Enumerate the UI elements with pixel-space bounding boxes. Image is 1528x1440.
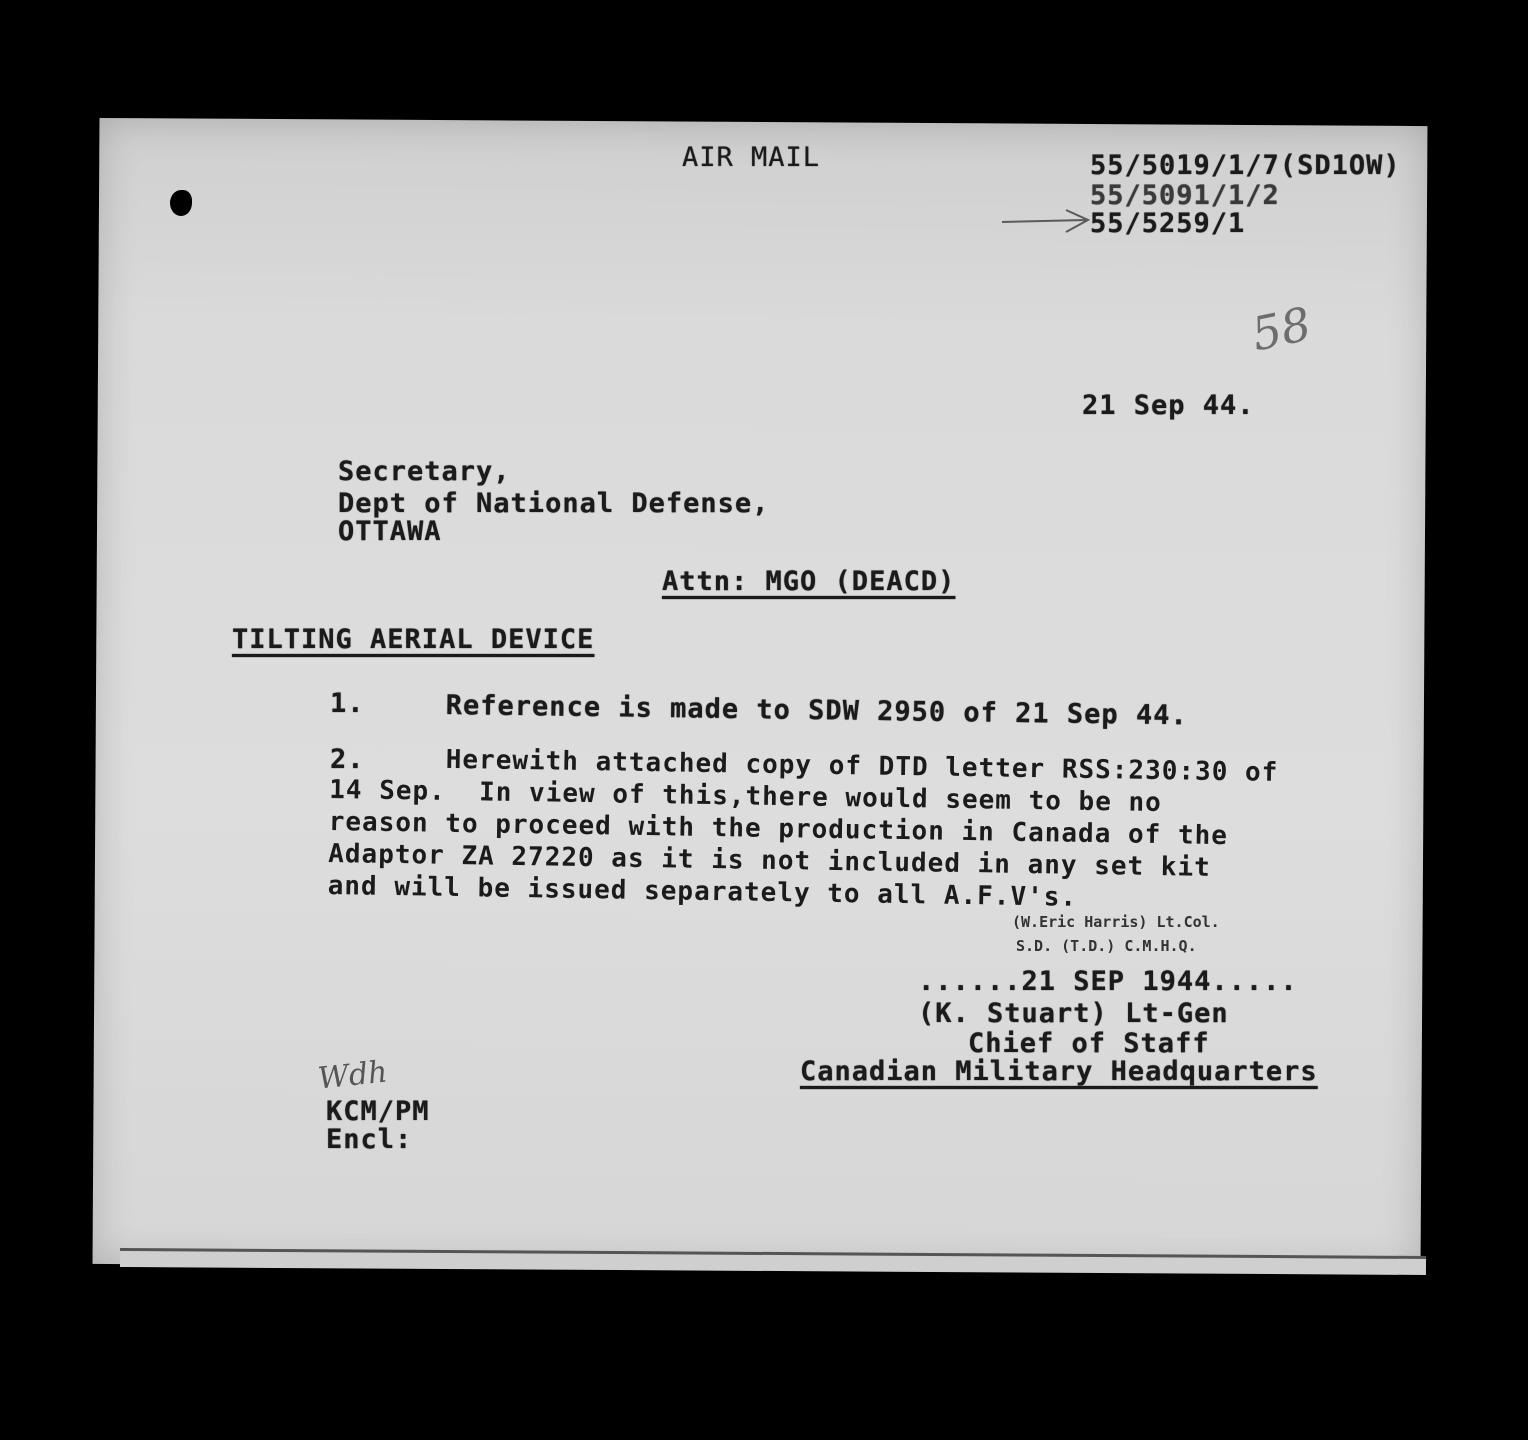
recipient-line-3: OTTAWA bbox=[338, 516, 442, 547]
file-reference-3: 55/5259/1 bbox=[1090, 208, 1246, 239]
paragraph-2-line-1: Herewith attached copy of DTD letter RSS:230:30 of bbox=[445, 744, 1279, 788]
paragraph-2-text bbox=[327, 742, 1278, 917]
attention-line: Attn: MGO (DEACD) bbox=[662, 566, 956, 597]
paragraph-2-line-2: 14 Sep. In view of this,there would seem to be no bbox=[329, 774, 1163, 819]
paragraph-1-text: Reference is made to SDW 2950 of 21 Sep 44. bbox=[445, 690, 1188, 732]
reference-initials: KCM/PM bbox=[326, 1096, 430, 1127]
paragraph-2-line-3: reason to proceed with the production in Canada of the bbox=[328, 806, 1229, 852]
handwritten-arrow-icon bbox=[1000, 208, 1092, 238]
signatory-organization: Canadian Military Headquarters bbox=[800, 1056, 1318, 1087]
paragraph-2-line-4: Adaptor ZA 27220 as it is not included in any set kit bbox=[328, 838, 1212, 883]
recipient-line-2: Dept of National Defense, bbox=[338, 488, 770, 519]
signature-stamp-office: S.D. (T.D.) C.M.H.Q. bbox=[1016, 937, 1197, 955]
paragraph-2-number: 2. bbox=[330, 744, 365, 775]
signature-stamp-name: (W.Eric Harris) Lt.Col. bbox=[1012, 913, 1220, 931]
paragraph-1-number: 1. bbox=[330, 688, 365, 719]
signatory-name: (K. Stuart) Lt-Gen bbox=[918, 998, 1229, 1029]
enclosure-label: Encl: bbox=[326, 1124, 413, 1155]
letter-date: 21 Sep 44. bbox=[1082, 390, 1255, 421]
paragraph-2-line-5: and will be issued separately to all A.F.V's. bbox=[327, 870, 1078, 913]
handwritten-initials: Wdh bbox=[316, 1054, 390, 1097]
recipient-line-1: Secretary, bbox=[338, 456, 511, 487]
mail-type: AIR MAIL bbox=[682, 142, 821, 173]
folio-number: 58 bbox=[1247, 296, 1316, 362]
signatory-title: Chief of Staff bbox=[968, 1028, 1210, 1059]
signing-date-line: ......21 SEP 1944..... bbox=[918, 966, 1298, 997]
file-reference-1: 55/5019/1/7(SD1OW) bbox=[1090, 150, 1401, 181]
punch-hole bbox=[170, 190, 192, 216]
subject-heading: TILTING AERIAL DEVICE bbox=[232, 624, 595, 655]
file-reference-2: 55/5091/1/2 bbox=[1090, 180, 1280, 211]
